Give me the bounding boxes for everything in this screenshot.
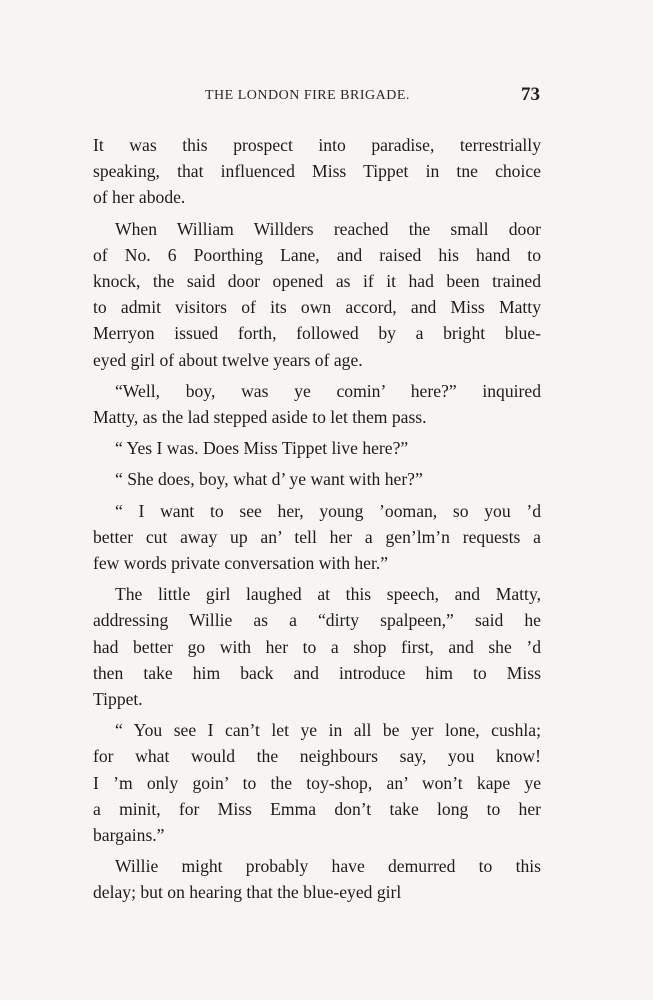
running-title: THE LONDON FIRE BRIGADE. <box>205 88 410 103</box>
text-line: “ You see I can’t let ye in all be yer lone, cushla; <box>115 720 541 741</box>
text-line: had better go with her to a shop first, and she ’d <box>93 636 541 657</box>
text-line: “ Yes I was. Does Miss Tippet live here?” <box>115 438 409 459</box>
paragraph <box>93 435 541 461</box>
body-text <box>93 132 541 906</box>
text-line: “Well, boy, was ye comin’ here?” inquired <box>115 380 541 401</box>
text-line: Merryon issued forth, followed by a bright blue- <box>93 323 541 344</box>
text-line: of No. 6 Poorthing Lane, and raised his hand to <box>93 244 541 265</box>
text-line: When William Willders reached the small door <box>115 218 541 239</box>
paragraph <box>93 378 541 430</box>
text-line: knock, the said door opened as if it had been trained <box>93 271 541 292</box>
paragraph <box>93 853 541 905</box>
text-line: for what would the neighbours say, you know! <box>93 746 541 767</box>
text-line: addressing Willie as a “dirty spalpeen,” said he <box>93 610 541 631</box>
text-line: bargains.” <box>93 825 165 846</box>
paragraph <box>93 466 541 492</box>
text-line: “ She does, boy, what d’ ye want with her?” <box>115 469 423 490</box>
text-line: It was this prospect into paradise, terrestrially <box>93 135 541 155</box>
paragraph <box>93 581 541 712</box>
paragraph <box>93 132 541 211</box>
text-line: delay; but on hearing that the blue-eyed girl <box>93 882 402 903</box>
text-line: Tippet. <box>93 689 143 710</box>
text-line: Matty, as the lad stepped aside to let them pass. <box>93 407 427 428</box>
text-line: “ I want to see her, young ’ooman, so you ’d <box>115 500 541 521</box>
text-line: The little girl laughed at this speech, and Matty, <box>115 584 541 605</box>
text-line: I ’m only goin’ to the toy-shop, an’ won’t kape ye <box>93 772 541 793</box>
text-line: then take him back and introduce him to Miss <box>93 662 541 683</box>
text-line: Willie might probably have demurred to this <box>115 856 541 877</box>
text-line: to admit visitors of its own accord, and Miss Matty <box>93 297 541 318</box>
text-line: speaking, that influenced Miss Tippet in tne choice <box>93 161 541 182</box>
text-line: few words private conversation with her.” <box>93 553 389 574</box>
text-line: better cut away up an’ tell her a gen’lm’n requests a <box>93 526 541 547</box>
text-line: a minit, for Miss Emma don’t take long to her <box>93 798 541 819</box>
text-line: of her abode. <box>93 187 186 208</box>
paragraph <box>93 498 541 577</box>
paragraph <box>93 216 541 373</box>
page-number: 73 <box>521 84 540 105</box>
paragraph <box>93 717 541 848</box>
text-line: eyed girl of about twelve years of age. <box>93 349 363 370</box>
